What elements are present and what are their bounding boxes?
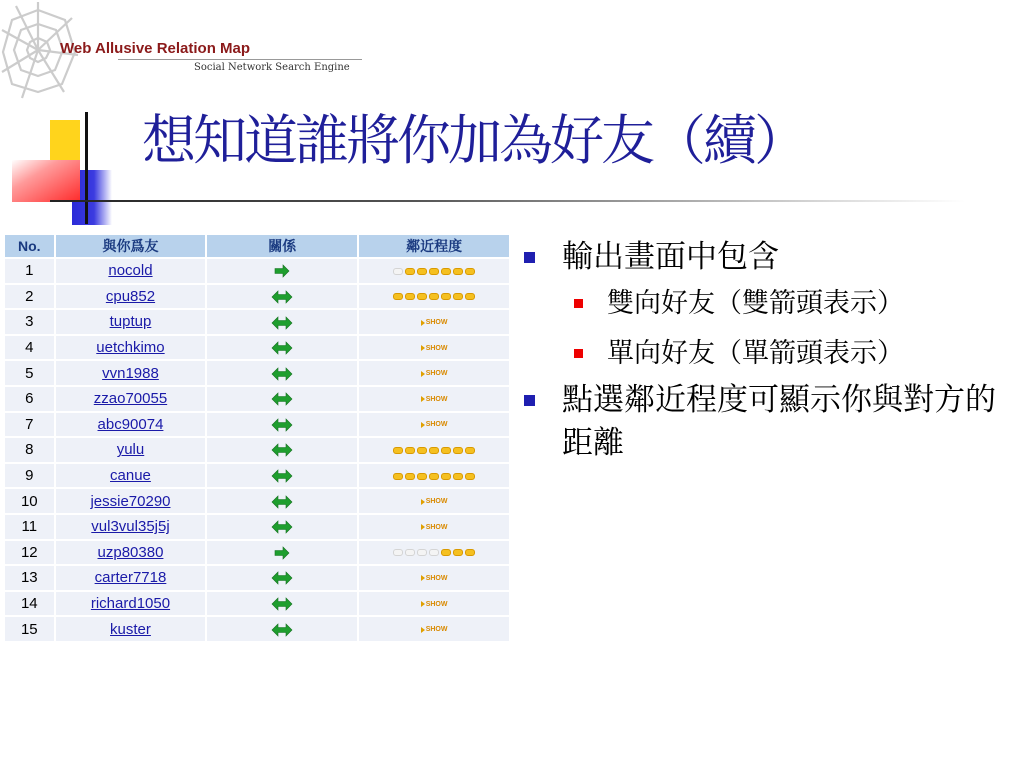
friend-cell — [56, 387, 206, 411]
friends-table — [3, 233, 511, 643]
closeness-segment — [465, 447, 475, 454]
table-row — [5, 566, 509, 590]
two-way-arrow-icon — [271, 623, 293, 637]
friend-cell — [56, 541, 206, 565]
sub-bullet-square-icon — [574, 299, 583, 308]
table-row — [5, 489, 509, 513]
row-number: 5 — [5, 361, 54, 385]
closeness-segment — [429, 473, 439, 480]
decor-red-block — [12, 160, 80, 202]
friend-cell — [56, 617, 206, 641]
friend-link[interactable]: uzp80380 — [97, 543, 164, 561]
closeness-segment — [441, 268, 451, 275]
sub-bullet-text: 單向好友（單箭頭表示） — [607, 338, 904, 369]
closeness-segment — [465, 268, 475, 275]
friend-link[interactable]: vul3vul35j5j — [91, 518, 170, 536]
show-label: SHOW — [425, 395, 448, 403]
closeness-segment — [429, 447, 439, 454]
show-closeness-button[interactable] — [421, 345, 448, 352]
header-no[interactable]: No. — [5, 235, 54, 257]
header-friend[interactable]: 與你爲友 — [56, 235, 206, 257]
closeness-segment — [393, 293, 403, 300]
bullet-list — [524, 236, 1014, 465]
closeness-segment — [465, 549, 475, 556]
show-label: SHOW — [425, 523, 448, 531]
friend-cell — [56, 464, 206, 488]
relation-cell — [207, 387, 357, 411]
closeness-segment — [417, 268, 427, 275]
two-way-arrow-icon — [271, 443, 293, 457]
play-triangle-icon — [421, 345, 425, 351]
logo-title: Web Allusive Relation Map — [60, 40, 251, 57]
friend-link[interactable]: carter7718 — [94, 569, 167, 587]
two-way-arrow-icon — [271, 469, 293, 483]
row-number: 7 — [5, 413, 54, 437]
two-way-arrow-icon — [271, 418, 293, 432]
closeness-cell — [359, 361, 509, 385]
bullet-square-icon — [524, 252, 535, 263]
row-number: 15 — [5, 617, 54, 641]
table-row — [5, 310, 509, 334]
show-closeness-button[interactable] — [421, 524, 448, 531]
table-row — [5, 336, 509, 360]
row-number: 6 — [5, 387, 54, 411]
closeness-cell — [359, 285, 509, 309]
relation-cell — [207, 515, 357, 539]
friend-link[interactable]: nocold — [108, 262, 153, 280]
friend-link[interactable]: cpu852 — [105, 287, 156, 305]
friend-cell — [56, 413, 206, 437]
sub-bullet-item — [524, 329, 1014, 379]
show-label: SHOW — [425, 574, 448, 582]
table-row — [5, 541, 509, 565]
two-way-arrow-icon — [271, 495, 293, 509]
closeness-segment — [393, 447, 403, 454]
closeness-segment — [417, 549, 427, 556]
show-closeness-button[interactable] — [421, 319, 448, 326]
closeness-segment — [393, 473, 403, 480]
closeness-segment — [441, 473, 451, 480]
header-closeness[interactable]: 鄰近程度 — [359, 235, 509, 257]
relation-cell — [207, 285, 357, 309]
table-row — [5, 413, 509, 437]
table-header-row — [5, 235, 509, 257]
closeness-segment — [393, 549, 403, 556]
decor-vertical-line — [85, 112, 88, 224]
bullet-text: 輸出畫面中包含 — [562, 239, 779, 275]
play-triangle-icon — [421, 396, 425, 402]
closeness-bar[interactable] — [393, 473, 475, 480]
friend-link[interactable]: abc90074 — [97, 415, 164, 433]
sub-bullet-square-icon — [574, 349, 583, 358]
closeness-segment — [441, 447, 451, 454]
closeness-cell — [359, 336, 509, 360]
show-closeness-button[interactable] — [421, 498, 448, 505]
friend-link[interactable]: uetchkimo — [96, 339, 165, 357]
play-triangle-icon — [421, 320, 425, 326]
closeness-segment — [405, 293, 415, 300]
play-triangle-icon — [421, 575, 425, 581]
closeness-cell — [359, 617, 509, 641]
row-number: 9 — [5, 464, 54, 488]
table-row — [5, 361, 509, 385]
relation-cell — [207, 566, 357, 590]
closeness-cell — [359, 413, 509, 437]
play-triangle-icon — [421, 601, 425, 607]
relation-cell — [207, 336, 357, 360]
closeness-segment — [453, 293, 463, 300]
bullet-square-icon — [524, 395, 535, 406]
show-closeness-button[interactable] — [421, 575, 448, 582]
relation-cell — [207, 361, 357, 385]
bullet-text: 點選鄰近程度可顯示你與對方的距離 — [562, 382, 996, 461]
relation-cell — [207, 541, 357, 565]
closeness-segment — [453, 473, 463, 480]
relation-cell — [207, 464, 357, 488]
show-label: SHOW — [425, 498, 448, 506]
closeness-cell — [359, 566, 509, 590]
show-label: SHOW — [425, 344, 448, 352]
show-closeness-button[interactable] — [421, 421, 448, 428]
table-row — [5, 387, 509, 411]
row-number: 8 — [5, 438, 54, 462]
friend-cell — [56, 566, 206, 590]
closeness-bar[interactable] — [393, 268, 475, 275]
friend-link[interactable]: canue — [110, 467, 151, 485]
table-row — [5, 617, 509, 641]
closeness-cell — [359, 489, 509, 513]
play-triangle-icon — [421, 422, 425, 428]
show-label: SHOW — [425, 421, 448, 429]
slide-title: 想知道誰將你加為好友（續） — [142, 109, 805, 172]
friend-link[interactable]: vvn1988 — [102, 364, 159, 382]
friend-cell — [56, 285, 206, 309]
closeness-cell — [359, 438, 509, 462]
two-way-arrow-icon — [271, 571, 293, 585]
two-way-arrow-icon — [271, 392, 293, 406]
friend-cell — [56, 361, 206, 385]
closeness-segment — [453, 549, 463, 556]
show-label: SHOW — [425, 370, 448, 378]
row-number: 13 — [5, 566, 54, 590]
closeness-cell — [359, 592, 509, 616]
row-number: 12 — [5, 541, 54, 565]
friend-cell — [56, 336, 206, 360]
closeness-segment — [393, 268, 403, 275]
closeness-bar[interactable] — [393, 447, 475, 454]
show-label: SHOW — [425, 626, 448, 634]
show-closeness-button[interactable] — [421, 396, 448, 403]
row-number: 3 — [5, 310, 54, 334]
row-number: 1 — [5, 259, 54, 283]
closeness-segment — [417, 473, 427, 480]
closeness-segment — [429, 549, 439, 556]
closeness-segment — [405, 447, 415, 454]
relation-cell — [207, 259, 357, 283]
show-closeness-button[interactable] — [421, 370, 448, 377]
closeness-segment — [465, 473, 475, 480]
play-triangle-icon — [421, 524, 425, 530]
relation-cell — [207, 413, 357, 437]
closeness-segment — [429, 268, 439, 275]
friend-link[interactable]: tuptup — [109, 313, 152, 331]
closeness-segment — [453, 447, 463, 454]
friend-link[interactable]: kuster — [110, 620, 151, 638]
two-way-arrow-icon — [271, 341, 293, 355]
closeness-segment — [429, 293, 439, 300]
relation-cell — [207, 438, 357, 462]
bullet-item — [524, 236, 1014, 279]
play-triangle-icon — [421, 627, 425, 633]
row-number: 10 — [5, 489, 54, 513]
table-row — [5, 515, 509, 539]
relation-cell — [207, 489, 357, 513]
friend-link[interactable]: richard1050 — [90, 595, 171, 613]
two-way-arrow-icon — [271, 520, 293, 534]
table-row — [5, 464, 509, 488]
friend-cell — [56, 489, 206, 513]
closeness-segment — [441, 293, 451, 300]
closeness-segment — [405, 473, 415, 480]
friend-link[interactable]: jessie70290 — [90, 492, 171, 510]
play-triangle-icon — [421, 499, 425, 505]
two-way-arrow-icon — [271, 597, 293, 611]
row-number: 14 — [5, 592, 54, 616]
show-label: SHOW — [425, 319, 448, 327]
friend-cell — [56, 592, 206, 616]
friend-link[interactable]: yulu — [116, 441, 145, 459]
closeness-segment — [405, 549, 415, 556]
closeness-cell — [359, 259, 509, 283]
friend-cell — [56, 310, 206, 334]
show-closeness-button[interactable] — [421, 626, 448, 633]
closeness-segment — [441, 549, 451, 556]
closeness-segment — [465, 293, 475, 300]
closeness-cell — [359, 310, 509, 334]
relation-cell — [207, 592, 357, 616]
closeness-bar[interactable] — [393, 293, 475, 300]
play-triangle-icon — [421, 371, 425, 377]
show-label: SHOW — [425, 600, 448, 608]
logo-subtitle: Social Network Search Engine — [194, 62, 350, 73]
two-way-arrow-icon — [271, 316, 293, 330]
sub-bullet-item — [524, 279, 1014, 329]
friend-cell — [56, 259, 206, 283]
header-relation[interactable]: 關係 — [207, 235, 357, 257]
sub-bullet-text: 雙向好友（雙箭頭表示） — [607, 288, 904, 319]
two-way-arrow-icon — [271, 290, 293, 304]
closeness-segment — [405, 268, 415, 275]
closeness-cell — [359, 515, 509, 539]
relation-cell — [207, 617, 357, 641]
relation-cell — [207, 310, 357, 334]
logo — [0, 0, 380, 100]
row-number: 4 — [5, 336, 54, 360]
friend-cell — [56, 438, 206, 462]
closeness-segment — [417, 447, 427, 454]
table-row — [5, 438, 509, 462]
one-way-arrow-icon — [271, 546, 293, 560]
bullet-item — [524, 379, 1014, 465]
show-closeness-button[interactable] — [421, 601, 448, 608]
one-way-arrow-icon — [271, 264, 293, 278]
closeness-cell — [359, 464, 509, 488]
row-number: 11 — [5, 515, 54, 539]
table-row — [5, 592, 509, 616]
friend-link[interactable]: zzao70055 — [93, 390, 168, 408]
closeness-cell — [359, 541, 509, 565]
two-way-arrow-icon — [271, 367, 293, 381]
table-row — [5, 285, 509, 309]
friend-cell — [56, 515, 206, 539]
row-number: 2 — [5, 285, 54, 309]
logo-divider — [118, 59, 362, 60]
table-row — [5, 259, 509, 283]
closeness-segment — [417, 293, 427, 300]
closeness-bar[interactable] — [393, 549, 475, 556]
title-underline — [50, 200, 965, 202]
closeness-cell — [359, 387, 509, 411]
closeness-segment — [453, 268, 463, 275]
